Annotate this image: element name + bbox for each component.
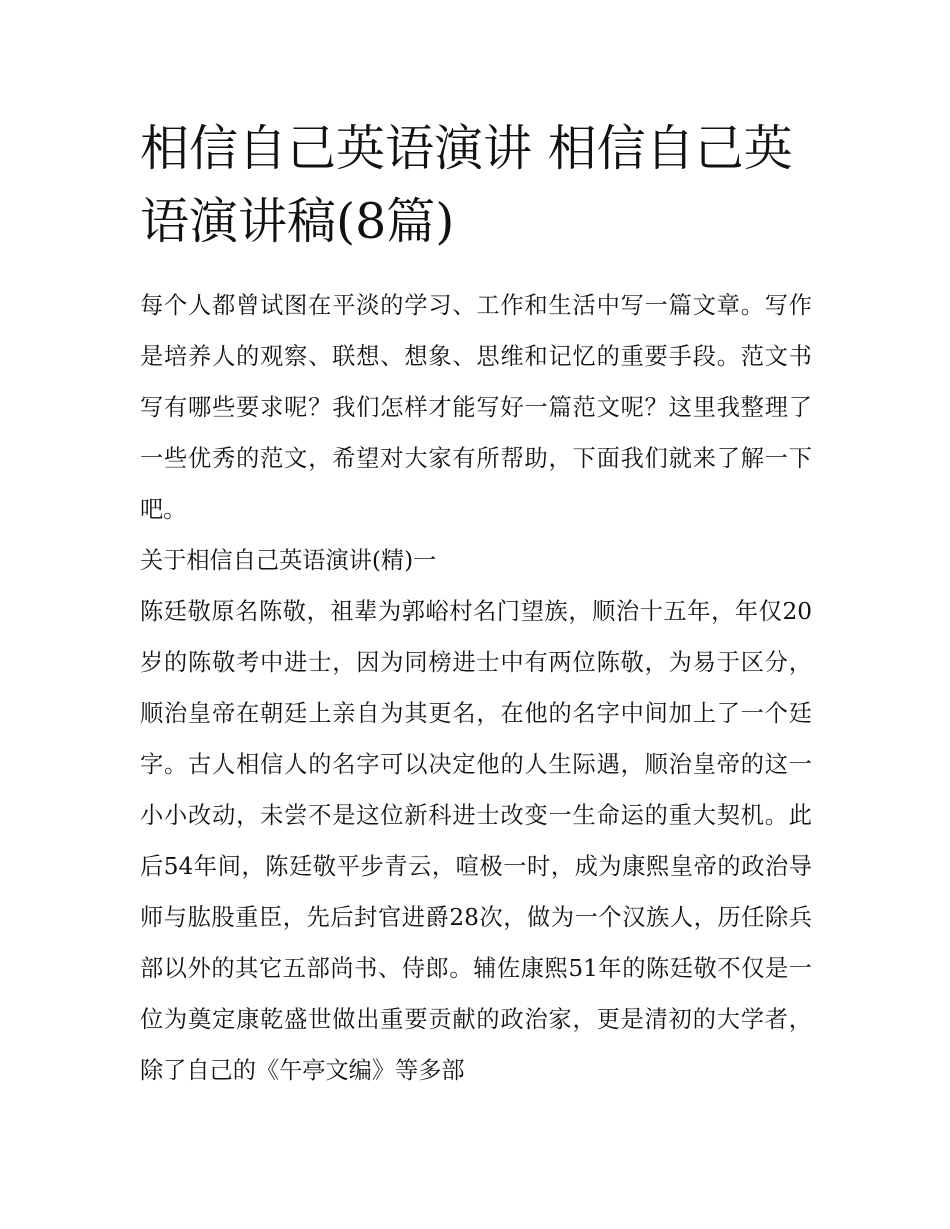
document-content bbox=[140, 112, 812, 1096]
intro-paragraph: 每个人都曾试图在平淡的学习、工作和生活中写一篇文章。写作是培养人的观察、联想、想象、思维和记忆的重要手段。范文书写有哪些要求呢？我们怎样才能写好一篇范文呢？这里我整理了一些优秀的范文，希望对大家有所帮助，下面我们就来了解一下吧。 bbox=[140, 292, 812, 523]
section-body-paragraph: 陈廷敬原名陈敬，祖辈为郭峪村名门望族，顺治十五年，年仅20岁的陈敬考中进士，因为同榜进士中有两位陈敬，为易于区分，顺治皇帝在朝廷上亲自为其更名，在他的名字中间加上了一个廷字。古人相信人的名字可以决定他的人生际遇，顺治皇帝的这一小小改动，未尝不是这位新科进士改变一生命运的重大契机。此后54年间，陈廷敬平步青云，喧极一时，成为康熙皇帝的政治导师与肱股重臣，先后封官进爵28次，做为一个汉族人，历任除兵部以外的其它五部尚书、侍郎。辅佐康熙51年的陈廷敬不仅是一位为奠定康乾盛世做出重要贡献的政治家，更是清初的大学者，除了自己的《午亭文编》等多部 bbox=[140, 598, 812, 1084]
document-title: 相信自己英语演讲 相信自己英语演讲稿(8篇) bbox=[140, 120, 793, 250]
section-heading: 关于相信自己英语演讲(精)一 bbox=[140, 547, 437, 574]
